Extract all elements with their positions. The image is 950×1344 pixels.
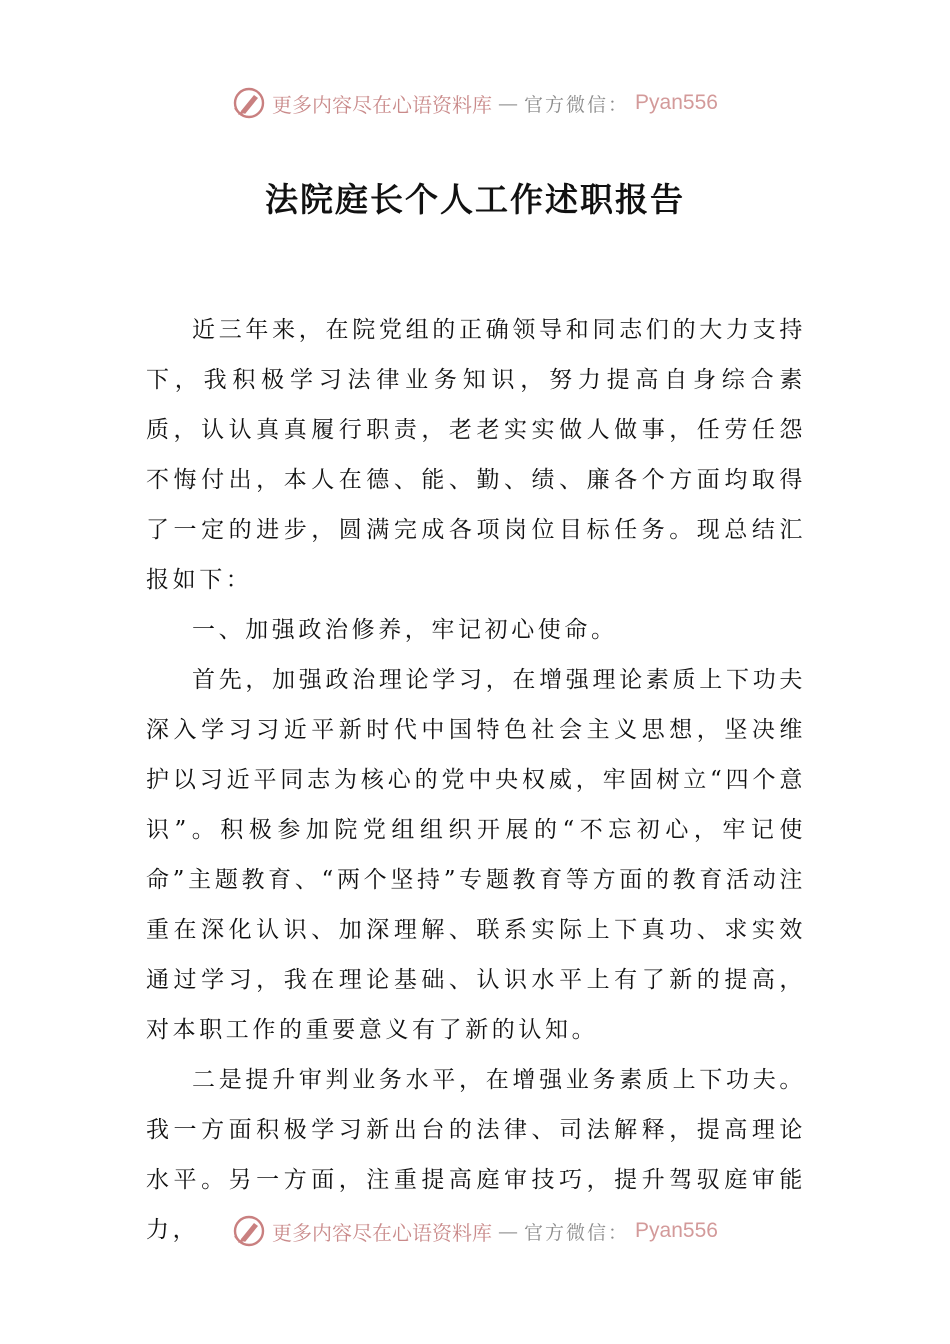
- pen-logo-icon: [232, 1214, 266, 1248]
- watermark-wechat-label: 官方微信：: [524, 93, 630, 116]
- paragraph: 二是提升审判业务水平，在增强业务素质上下功夫。我一方面积极学习新出台的法律、司法解释，提高理论水平。另一方面，注重提高庭审技巧，提升驾驭庭审能力，: [146, 1067, 806, 1243]
- watermark-wechat-label: 官方微信：: [524, 1221, 630, 1244]
- document-body: [146, 305, 806, 1255]
- paragraph: 近三年来，在院党组的正确领导和同志们的大力支持下，我积极学习法律业务知识，努力提高自身综合素质，认认真真履行职责，老老实实做人做事，任劳任怨不悔付出，本人在德、能、勤、绩、廉各个方面均取得了一定的进步，圆满完成各项岗位目标任务。现总结汇报如下：: [146, 317, 806, 593]
- watermark-dash: —: [498, 1219, 519, 1243]
- watermark-banner-bottom: [0, 1211, 950, 1251]
- watermark-text: 更多内容尽在心语资料库: [272, 92, 493, 117]
- watermark-banner-top: [0, 83, 950, 123]
- watermark-dash: —: [498, 91, 519, 115]
- paragraph: 一、加强政治修养，牢记初心使命。: [192, 617, 618, 643]
- watermark-wechat-id: Pyan556: [635, 1219, 718, 1242]
- paragraph: 首先，加强政治理论学习，在增强理论素质上下功夫深入学习习近平新时代中国特色社会主义思想，坚决维护以习近平同志为核心的党中央权威，牢固树立“四个意识”。积极参加院党组组织开展的“不忘初心，牢记使命”主题教育、“两个坚持”专题教育等方面的教育活动注重在深化认识、加深理解、联系实际上下真功、求实效通过学习，我在理论基础、认识水平上有了新的提高，对本职工作的重要意义有了新的认知。: [146, 667, 806, 1043]
- pen-logo-icon: [232, 86, 266, 120]
- watermark-wechat-id: Pyan556: [635, 91, 718, 114]
- document-title: 法院庭长个人工作述职报告: [265, 180, 685, 219]
- watermark-text: 更多内容尽在心语资料库: [272, 1220, 493, 1245]
